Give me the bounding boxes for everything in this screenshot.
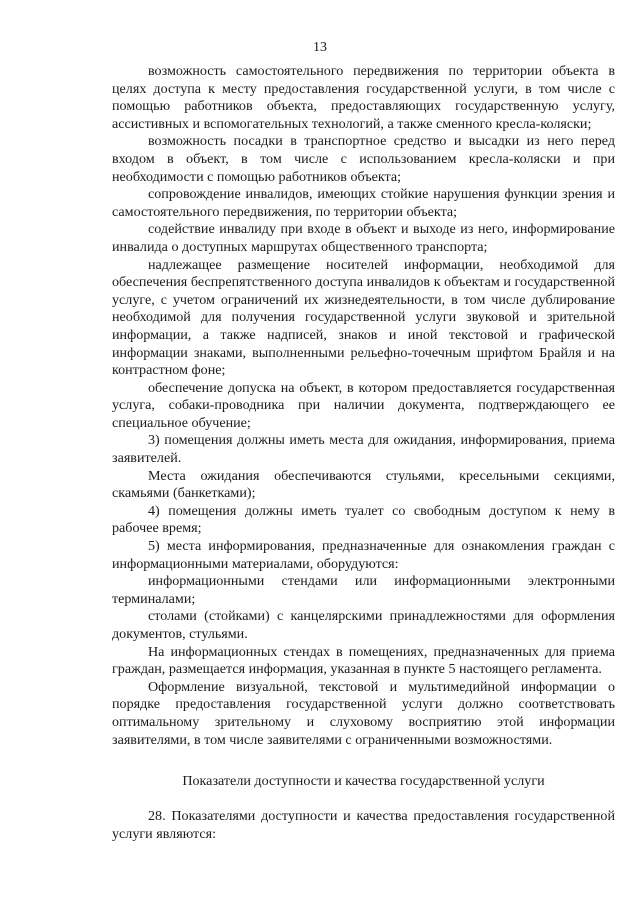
section-body: [112, 808, 615, 843]
body-text: [112, 63, 615, 749]
paragraph: информационными стендами или информационными электронными терминалами;: [112, 573, 615, 607]
paragraph: На информационных стендах в помещениях, предназначенных для приема граждан, размещается информация, указанная в пункте 5 настоящего регламента.: [112, 643, 615, 678]
paragraph: сопровождение инвалидов, имеющих стойкие нарушения функции зрения и самостоятельного передвижения, по территории объекта;: [112, 186, 615, 220]
paragraph: столами (стойками) с канцелярскими принадлежностями для оформления документов, стульями.: [112, 608, 615, 642]
paragraph: 3) помещения должны иметь места для ожидания, информирования, приема заявителей.: [112, 432, 615, 467]
paragraph: 5) места информирования, предназначенные для ознакомления граждан с информационными материалами, оборудуются:: [112, 538, 615, 572]
paragraph: возможность самостоятельного передвижения по территории объекта в целях доступа к месту предоставления государственной услуги, в том числе с помощью работников объекта, предоставляющих государственную услугу, ассистивных и вспомогательных технологий, а также сменного кресла-коляски;: [112, 63, 615, 132]
page-number: 13: [313, 40, 327, 55]
paragraph: Оформление визуальной, текстовой и мультимедийной информации о порядке предоставления государственной услуги должно соответствовать оптимальному зрительному и слуховому восприятию этой информации заявителями, в том числе заявителями с ограниченными возможностями.: [112, 678, 615, 748]
paragraph: обеспечение допуска на объект, в котором предоставляется государственная услуга, собаки-проводника при наличии документа, подтверждающего ее специальное обучение;: [112, 379, 615, 431]
paragraph: 4) помещения должны иметь туалет со свободным доступом к нему в рабочее время;: [112, 502, 615, 537]
paragraph: 28. Показателями доступности и качества предоставления государственной услуги являются:: [112, 808, 615, 842]
section-heading: Показатели доступности и качества государственной услуги: [182, 773, 545, 789]
paragraph: возможность посадки в транспортное средство и высадки из него перед входом в объект, в том числе с использованием кресла-коляски и при необходимости с помощью работников объекта;: [112, 133, 615, 185]
paragraph: Места ожидания обеспечиваются стульями, кресельными секциями, скамьями (банкетками);: [112, 467, 615, 502]
paragraph: надлежащее размещение носителей информации, необходимой для обеспечения беспрепятственного доступа инвалидов к объектам и государственной услуге, с учетом ограничений их жизнедеятельности, в том числе дублирование необходимой для получения государственной услуги звуковой и зрительной информации, а также надписей, знаков и иной текстовой и графической информации знаками, выполненными рельефно-точечным шрифтом Брайля и на контрастном фоне;: [112, 256, 615, 379]
paragraph: содействие инвалиду при входе в объект и выходе из него, информирование инвалида о доступных маршрутах общественного транспорта;: [112, 221, 615, 255]
